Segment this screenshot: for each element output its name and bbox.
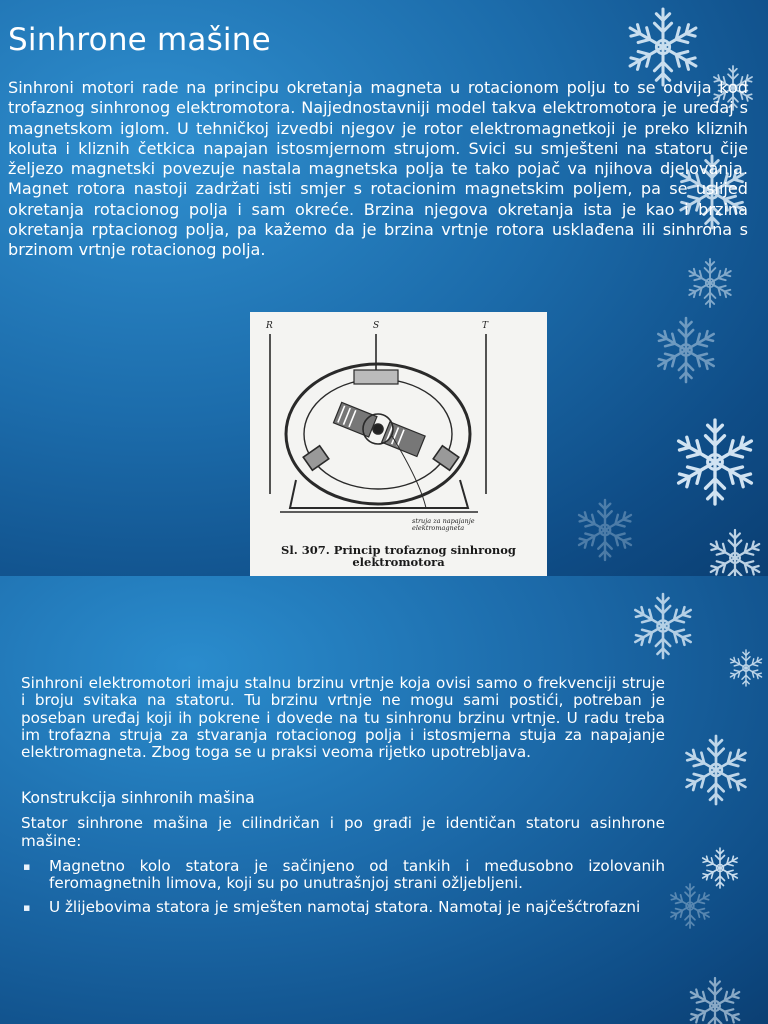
snowflake-icon: [576, 500, 635, 560]
list-item: [21, 899, 665, 916]
section-heading: Konstrukcija sinhronih mašina: [21, 789, 255, 808]
snowflake-icon: [728, 650, 763, 686]
figure-caption-line1: Sl. 307. Princip trofaznog sinhronog: [281, 543, 516, 557]
snowflake-icon: [700, 848, 739, 888]
motor-diagram-figure: [250, 312, 547, 576]
bullet-icon: ▪: [23, 860, 31, 874]
bullet-icon: ▪: [23, 900, 31, 914]
intro-paragraph: Sinhroni elektromotori imaju stalnu brzinu vrtnje koja ovisi samo o frekvenciji struje i broju svitaka na statoru. Tu brzinu vrtnje ne mogu sami postići, potreban je poseban uređaj koji ih pokrene i dovede na tu sinhronu brzinu vrtnje. U radu treba im trofazna struja za stvaranja rotacionog polja i istosmjerna stuja za napajanje elektromagneta. Zbog toga se u praksi veoma rijetko upotrebljava.: [21, 674, 665, 762]
list-item-text: U žlijebovima statora je smješten namotaj statora. Namotaj je najčešćtrofazni: [49, 897, 641, 916]
snowflake-icon: [708, 530, 763, 576]
slide-2-content: [21, 675, 665, 922]
figure-caption: [250, 544, 547, 568]
terminal-label-t: T: [482, 321, 489, 331]
list-item: [21, 858, 665, 893]
list-item-text: Magnetno kolo statora je sačinjeno od tankih i međusobno izolovanih feromagnetnih limova, koji su po unutrašnjoj strani ožljebljeni.: [49, 857, 665, 893]
figure-annotation-line1: struja za napajanje: [412, 517, 475, 525]
figure-annotation-line2: elektromagneta: [412, 524, 465, 532]
snowflake-icon: [688, 978, 743, 1024]
snowflake-icon: [632, 594, 695, 658]
bullet-list: [21, 858, 665, 916]
figure-caption-line2: elektromotora: [352, 555, 445, 569]
snowflake-icon: [668, 884, 711, 928]
slide-body-text: Sinhroni motori rade na principu okretanja magneta u rotacionom polju to se odvija kod trofaznog sinhronog elektromotora. Najjednostavniji model takva elektromotora je uređaj s magnetskom iglom. U tehničkoj izvedbi njegov je rotor elektromagnetkoji je preko kliznih koluta i kliznih četkica napajan istosmjernom strujom. Svici su smješteni na statoru čije željezo magnetski povezuje nastala magnetska polja te tako pojač va njihova djelovanja. Magnet rotora nastoji zadržati isti smjer s rotacionim magnetskim poljem, pa se uslijed okretanja rotacionog polja i sam okreće. Brzina njegova okretanja ista je kao i brzina okretanja rptacionog polja, pa kažemo da je brzina vrtnje rotora usklađena ili sinhrona s brzinom vrtnje rotacionog polja.: [8, 78, 748, 260]
terminal-label-s: S: [373, 321, 380, 331]
snowflake-icon: [687, 259, 734, 307]
terminal-label-r: R: [266, 321, 273, 331]
snowflake-icon: [674, 420, 756, 504]
snowflake-icon: [655, 318, 718, 382]
snowflake-icon: [626, 9, 700, 85]
stator-paragraph: Stator sinhrone mašina je cilindričan i po građi je identičan statoru asinhrone mašine:: [21, 814, 665, 850]
synchronous-motor-diagram: [250, 312, 547, 576]
figure-annotation: [412, 518, 475, 532]
snowflake-icon: [683, 736, 750, 804]
slide-2: [0, 576, 768, 1024]
slide-title: Sinhrone mašine: [8, 22, 271, 58]
